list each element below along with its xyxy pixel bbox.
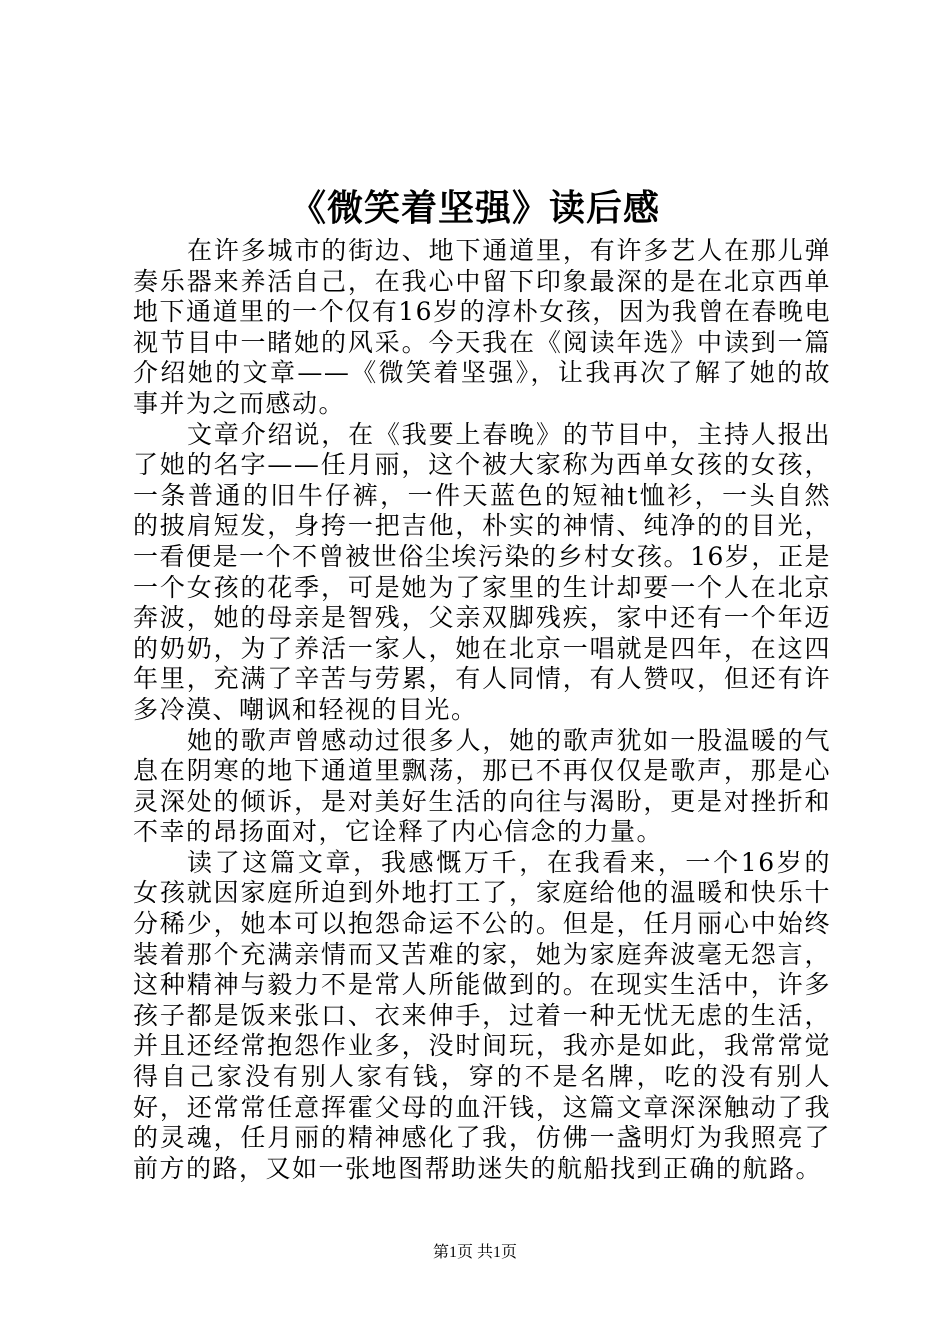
page-footer: 第1页 共1页 xyxy=(432,1244,517,1261)
document-body xyxy=(133,236,831,1184)
paragraph-1: 在许多城市的街边、地下通道里，有许多艺人在那儿弹奏乐器来养活自己，在我心中留下印象最深的是在北京西单地下通道里的一个仅有16岁的淳朴女孩，因为我曾在春晚电视节目中一睹她的风采。今天我在《阅读年选》中读到一篇介绍她的文章——《微笑着坚强》，让我再次了解了她的故事并为之而感动。 xyxy=(133,236,831,418)
document-title: 《微笑着坚强》读后感 xyxy=(289,187,660,229)
paragraph-3: 她的歌声曾感动过很多人，她的歌声犹如一股温暖的气息在阴寒的地下通道里飘荡，那已不再仅仅是歌声，那是心灵深处的倾诉，是对美好生活的向往与渴盼，更是对挫折和不幸的昂扬面对，它诠释了内心信念的力量。 xyxy=(133,725,831,847)
paragraph-2: 文章介绍说，在《我要上春晚》的节目中，主持人报出了她的名字——任月丽，这个被大家称为西单女孩的女孩，一条普通的旧牛仔裤，一件天蓝色的短袖t恤衫，一头自然的披肩短发，身挎一把吉他，朴实的神情、纯净的的目光，一看便是一个不曾被世俗尘埃污染的乡村女孩。16岁，正是一个女孩的花季，可是她为了家里的生计却要一个人在北京奔波，她的母亲是智残，父亲双脚残疾，家中还有一个年迈的奶奶，为了养活一家人，她在北京一唱就是四年，在这四年里，充满了辛苦与劳累，有人同情，有人赞叹，但还有许多冷漠、嘲讽和轻视的目光。 xyxy=(133,419,831,724)
paragraph-4: 读了这篇文章，我感慨万千，在我看来，一个16岁的女孩就因家庭所迫到外地打工了，家庭给他的温暖和快乐十分稀少，她本可以抱怨命运不公的。但是，任月丽心中始终装着那个充满亲情而又苦难的家，她为家庭奔波毫无怨言，这种精神与毅力不是常人所能做到的。在现实生活中，许多孩子都是饭来张口、衣来伸手，过着一种无忧无虑的生活，并且还经常抱怨作业多，没时间玩，我亦是如此，我常常觉得自己家没有别人家有钱，穿的不是名牌，吃的没有别人好，还常常任意挥霍父母的血汗钱，这篇文章深深触动了我的灵魂，任月丽的精神感化了我，仿佛一盏明灯为我照亮了前方的路，又如一张地图帮助迷失的航船找到正确的航路。 xyxy=(133,847,831,1183)
